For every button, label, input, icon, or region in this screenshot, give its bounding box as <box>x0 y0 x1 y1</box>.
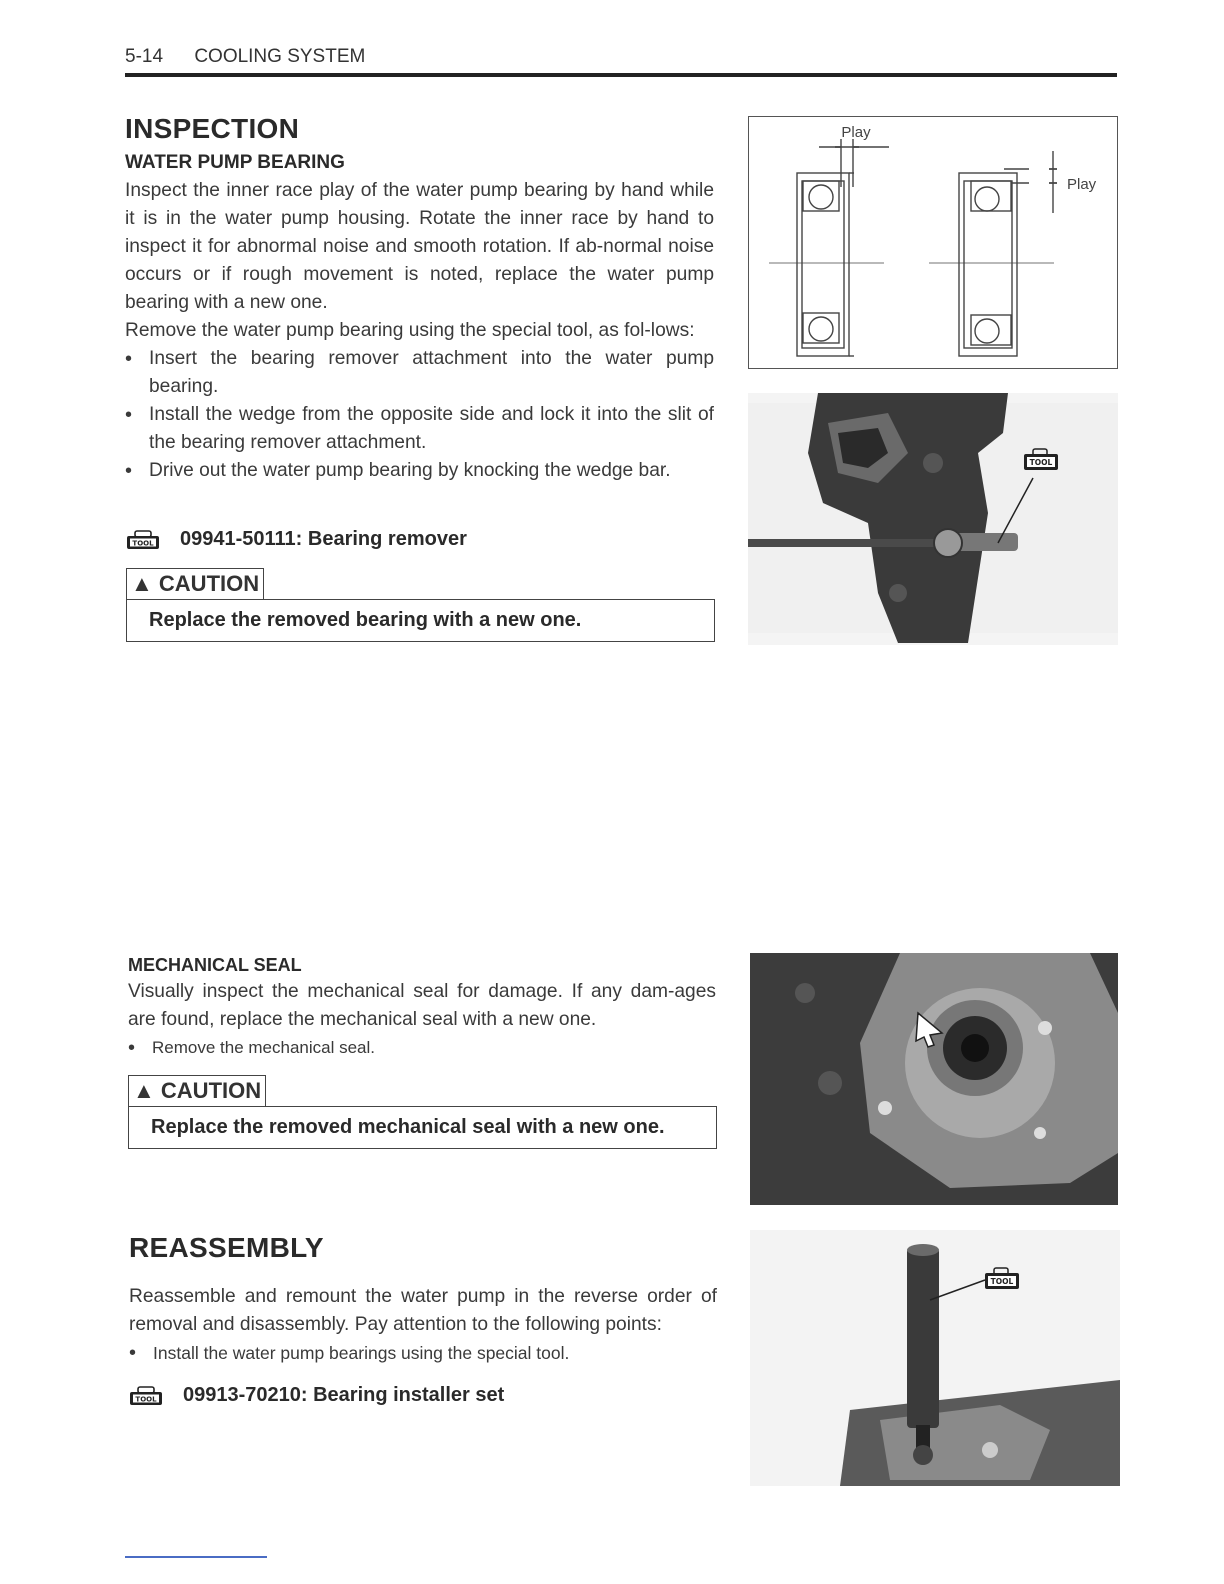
water-pump-bearing-heading: WATER PUMP BEARING <box>125 152 345 173</box>
caution-label: ▲ CAUTION <box>126 568 264 599</box>
caution-label: ▲ CAUTION <box>128 1075 266 1106</box>
svg-text:TOOL: TOOL <box>990 1277 1014 1286</box>
warning-triangle-icon: ▲ <box>133 1078 155 1103</box>
inspection-paragraph-2: Remove the water pump bearing using the special tool, as fol-lows: <box>125 320 695 341</box>
page-header <box>125 46 365 68</box>
mechanical-seal-photo-illustration <box>750 953 1118 1205</box>
caution-block-bearing <box>126 568 715 642</box>
inspection-paragraph-1: Inspect the inner race play of the water pump bearing by hand while it is in the water pump housing. Rotate the inner race by hand to inspect it for abnormal noise and smooth rotation. If ab-normal noise occurs or if rough movement is noted, replace the water pump bearing with a new one. <box>125 180 714 313</box>
section-title: COOLING SYSTEM <box>194 46 366 67</box>
tool-icon <box>126 530 160 550</box>
tool-reference-bearing-remover <box>126 528 467 551</box>
caution-text: Replace the removed mechanical seal with a new one. <box>128 1106 717 1149</box>
caution-text: Replace the removed bearing with a new one. <box>126 599 715 642</box>
list-item: • Remove the mechanical seal. <box>128 1034 716 1062</box>
tool-icon <box>129 1386 163 1406</box>
svg-text:TOOL: TOOL <box>1029 458 1053 467</box>
mechanical-seal-paragraph: Visually inspect the mechanical seal for damage. If any dam-ages are found, replace the mechanical seal with a new one. <box>128 981 716 1030</box>
tool-text: 09913-70210: Bearing installer set <box>183 1384 505 1406</box>
list-item: • Install the water pump bearings using the special tool. <box>129 1339 717 1367</box>
photo-bearing-installer <box>750 1230 1120 1486</box>
reassembly-heading: REASSEMBLY <box>129 1232 324 1263</box>
bearing-remover-photo-illustration <box>748 393 1118 645</box>
photo-mechanical-seal <box>750 953 1118 1205</box>
bearing-installer-photo-illustration <box>750 1230 1120 1486</box>
warning-triangle-icon: ▲ <box>131 571 153 596</box>
svg-text:TOOL: TOOL <box>135 1394 157 1403</box>
play-label-top: Play <box>841 124 871 141</box>
header-rule <box>125 73 1117 77</box>
list-item: • Drive out the water pump bearing by knocking the wedge bar. <box>125 457 714 485</box>
bearing-play-diagram <box>748 116 1118 369</box>
list-item: • Insert the bearing remover attachment into the water pump bearing. <box>125 345 714 401</box>
photo-bearing-remover <box>748 393 1118 645</box>
caution-block-seal <box>128 1075 717 1149</box>
reassembly-body <box>129 1283 717 1367</box>
mechanical-seal-heading: MECHANICAL SEAL <box>128 955 302 975</box>
mechanical-seal-body <box>128 978 716 1062</box>
svg-text:TOOL: TOOL <box>132 538 154 547</box>
play-label-side: Play <box>1067 176 1097 193</box>
list-item: • Install the wedge from the opposite side and lock it into the slit of the bearing remover attachment. <box>125 401 714 457</box>
inspection-body <box>125 177 714 485</box>
reassembly-paragraph: Reassemble and remount the water pump in the reverse order of removal and disassembly. Pay attention to the following points: <box>129 1286 717 1335</box>
page-number: 5-14 <box>125 46 164 67</box>
bearing-diagram-drawing <box>749 117 1116 367</box>
tool-text: 09941-50111: Bearing remover <box>180 528 467 550</box>
inspection-heading: INSPECTION <box>125 113 300 144</box>
tool-reference-bearing-installer <box>129 1384 504 1407</box>
footer-link-underline <box>125 1556 267 1558</box>
